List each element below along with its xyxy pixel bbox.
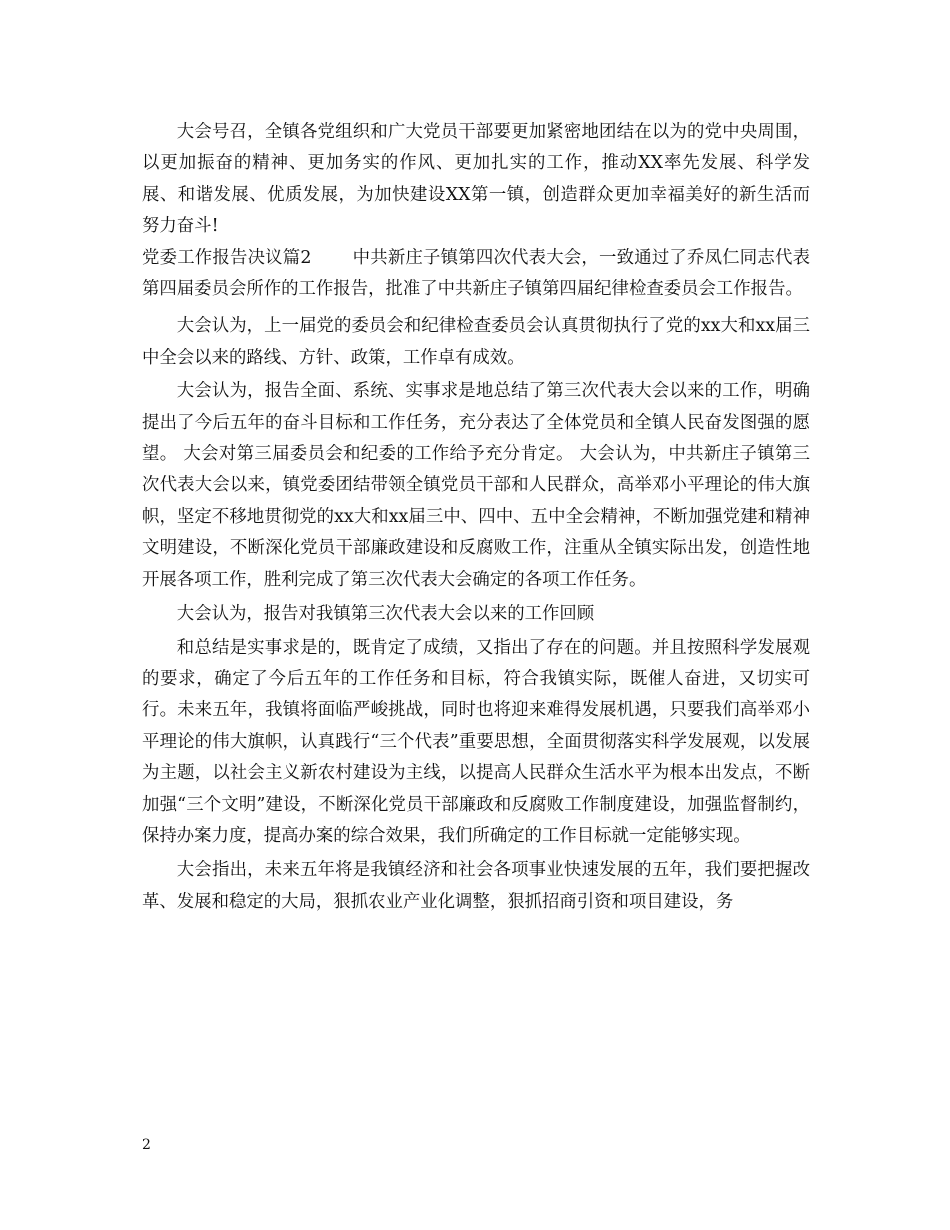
paragraph-report-assessment: 大会认为，报告全面、系统、实事求是地总结了第三次代表大会以来的工作，明确提出了今后五年的奋斗目标和工作任务，充分表达了全体党员和全镇人民奋发图强的愿望。 大会对第三届委员会和纪委的工作给予充分肯定。 大会认为，中共新庄子镇第三次代表大会以来，镇党委团结带领全镇党员干部和人民群众，高举邓小平理论的伟大旗帜，坚定不移地贯彻党的xx大和xx届三中、四中、五中全会精神，不断加强党建和精神文明建设，不断深化党员干部廉政建设和反腐败工作，注重从全镇实际出发，创造性地开展各项工作，胜利完成了第三次代表大会确定的各项工作任务。 — [142, 381, 810, 590]
paragraph-five-year-outlook: 大会指出，未来五年将是我镇经济和社会各项事业快速发展的五年，我们要把握改革、发展和稳定的大局，狠抓农业产业化调整，狠抓招商引资和项目建设，务 — [142, 860, 810, 912]
paragraph-call-to-action: 大会号召，全镇各党组织和广大党员干部要更加紧密地团结在以为的党中央周围，以更加振奋的精神、更加务实的作风、更加扎实的工作，推动XX率先发展、科学发展、和谐发展、优质发展，为加快建设XX第一镇，创造群众更加幸福美好的新生活而努力奋斗! — [142, 122, 810, 237]
section-heading: 党委工作报告决议篇2 — [142, 247, 312, 268]
paragraph-review-intro: 大会认为，报告对我镇第三次代表大会以来的工作回顾 — [176, 604, 595, 625]
section-heading-line — [142, 243, 810, 306]
document-body — [142, 117, 810, 918]
page-number: 2 — [142, 1137, 151, 1153]
paragraph-congress-approval: 中共新庄子镇第四次代表大会，一致通过了乔凤仁同志代表第四届委员会所作的工作报告，批准了中共新庄子镇第四届纪律检查委员会工作报告。 — [142, 247, 810, 300]
paragraph-summary-goals: 和总结是实事求是的，既肯定了成绩，又指出了存在的问题。并且按照科学发展观的要求，确定了今后五年的工作任务和目标，符合我镇实际，既催人奋进，又切实可行。未来五年，我镇将面临严峻挑战，同时也将迎来难得发展机遇，只要我们高举邓小平理论的伟大旗帜，认真践行“三个代表”重要思想，全面贯彻落实科学发展观，以发展为主题，以社会主义新农村建设为主线，以提高人民群众生活水平为根本出发点，不断加强“三个文明”建设，不断深化党员干部廉政和反腐败工作制度建设，加强监督制约，保持办案力度，提高办案的综合效果，我们所确定的工作目标就一定能够实现。 — [142, 637, 810, 846]
paragraph-previous-committee: 大会认为，上一届党的委员会和纪律检查委员会认真贯彻执行了党的xx大和xx届三中全会以来的路线、方针、政策，工作卓有成效。 — [142, 316, 810, 368]
